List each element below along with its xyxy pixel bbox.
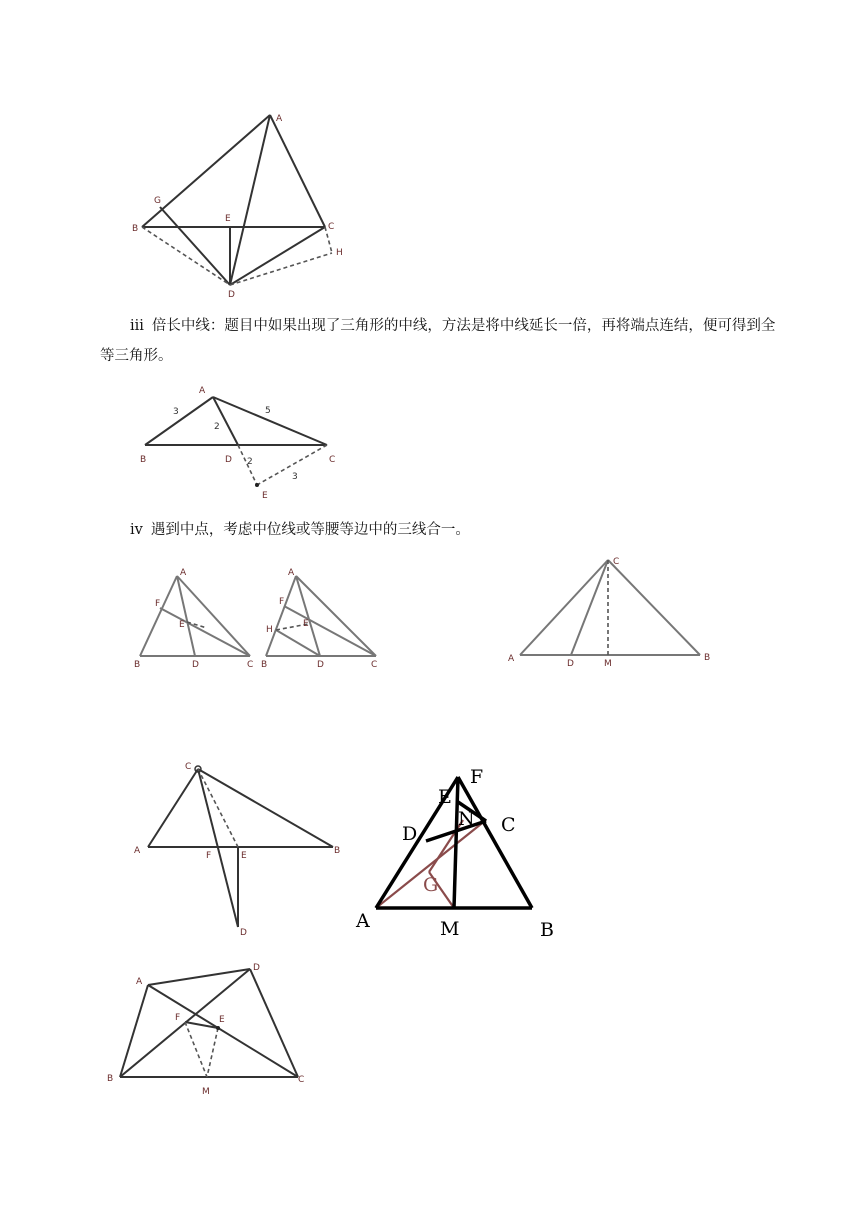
segment-cd bbox=[571, 560, 608, 655]
label-f: F bbox=[155, 599, 161, 609]
segment-ab bbox=[142, 115, 270, 227]
label-a: A bbox=[134, 846, 141, 856]
label-d: D bbox=[240, 928, 247, 938]
segment-fm-dashed bbox=[185, 1022, 207, 1077]
label-a: A bbox=[508, 654, 515, 664]
segment-dc bbox=[250, 969, 298, 1077]
point-e bbox=[216, 1026, 220, 1030]
segment-fc bbox=[284, 606, 376, 656]
label-c: C bbox=[247, 660, 254, 670]
label-m: M bbox=[604, 659, 612, 669]
label-g: G bbox=[154, 196, 161, 206]
figure-5-quadrilateral bbox=[100, 955, 320, 1100]
label-c: C bbox=[371, 660, 378, 670]
label-c: C bbox=[185, 762, 192, 772]
label-b: B bbox=[334, 846, 341, 856]
label-e: E bbox=[438, 786, 452, 808]
label-f: F bbox=[279, 597, 285, 607]
label-e: E bbox=[225, 214, 231, 224]
segment-ac bbox=[148, 985, 298, 1077]
figure-3b-midpoint-triangle bbox=[258, 566, 388, 674]
segment-dh-dashed bbox=[230, 253, 332, 285]
paragraph-iv-numeral: iv bbox=[130, 522, 143, 538]
segment-fc bbox=[160, 608, 250, 656]
label-a: A bbox=[199, 386, 206, 396]
segment-fm bbox=[454, 777, 458, 908]
segment-ac bbox=[270, 115, 325, 227]
label-a: A bbox=[180, 568, 187, 578]
label-b: B bbox=[540, 919, 554, 941]
label-b: B bbox=[107, 1074, 114, 1084]
segment-ad bbox=[177, 576, 195, 656]
length-ce: 3 bbox=[292, 472, 298, 482]
segment-fb bbox=[458, 777, 532, 908]
length-ab: 3 bbox=[173, 407, 179, 417]
segment-ab bbox=[145, 397, 213, 445]
label-m: M bbox=[202, 1087, 210, 1097]
label-a: A bbox=[288, 568, 295, 578]
label-f: F bbox=[206, 851, 212, 861]
label-b: B bbox=[704, 653, 711, 663]
figure-3c-isosceles-triangle bbox=[500, 552, 725, 672]
label-f: F bbox=[470, 766, 484, 788]
paragraph-iii-numeral: iii bbox=[130, 318, 144, 334]
label-e: E bbox=[241, 851, 247, 861]
label-m: M bbox=[440, 918, 460, 940]
paragraph-iii bbox=[100, 311, 780, 371]
segment-em-dashed bbox=[207, 1028, 218, 1077]
label-a: A bbox=[136, 977, 143, 987]
label-c: C bbox=[329, 455, 336, 465]
segment-ac bbox=[213, 397, 327, 445]
figure-2-double-median bbox=[135, 382, 350, 504]
length-ac: 5 bbox=[265, 406, 271, 416]
label-g: G bbox=[423, 874, 439, 896]
label-c: C bbox=[613, 557, 620, 567]
label-a: A bbox=[276, 114, 283, 124]
label-e: E bbox=[219, 1015, 225, 1025]
label-d: D bbox=[567, 659, 574, 669]
length-de: 2 bbox=[247, 457, 253, 467]
label-h: H bbox=[336, 248, 343, 258]
segment-ab bbox=[266, 576, 296, 656]
label-d: D bbox=[317, 660, 324, 670]
segment-cb bbox=[608, 560, 700, 655]
figure-1-quadrilateral bbox=[120, 105, 360, 300]
label-c: C bbox=[501, 814, 516, 836]
segment-gd bbox=[160, 207, 230, 285]
paragraph-iv bbox=[100, 515, 780, 545]
label-e: E bbox=[179, 620, 185, 630]
segment-dc bbox=[230, 227, 325, 285]
label-b: B bbox=[134, 660, 141, 670]
label-b: B bbox=[132, 224, 139, 234]
label-b: B bbox=[261, 660, 268, 670]
label-h: H bbox=[266, 625, 273, 635]
segment-ab bbox=[120, 985, 148, 1077]
label-d: D bbox=[228, 290, 235, 300]
label-c: C bbox=[328, 222, 335, 232]
point-e bbox=[255, 483, 259, 487]
label-d: D bbox=[402, 823, 418, 845]
length-ad: 2 bbox=[214, 422, 220, 432]
segment-ca bbox=[148, 769, 198, 847]
label-n: N bbox=[458, 808, 475, 830]
label-a: A bbox=[356, 910, 370, 932]
segment-ac bbox=[177, 576, 250, 656]
label-f: F bbox=[175, 1013, 181, 1023]
paragraph-iv-text: 遇到中点，考虑中位线或等腰等边中的三线合一。 bbox=[150, 522, 470, 538]
label-d: D bbox=[225, 455, 232, 465]
segment-ab bbox=[140, 576, 177, 656]
label-d: D bbox=[253, 963, 260, 973]
label-b: B bbox=[140, 455, 147, 465]
label-d: D bbox=[192, 660, 199, 670]
label-e: E bbox=[262, 491, 268, 501]
paragraph-iii-text: 倍长中线：题目中如果出现了三角形的中线，方法是将中线延长一倍，再将端点连结，便可得到全等三角形。 bbox=[100, 318, 776, 364]
label-c: C bbox=[298, 1075, 305, 1085]
figure-3a-midpoint-triangle bbox=[132, 566, 262, 674]
figure-4a-triangle bbox=[128, 755, 353, 940]
segment-ad bbox=[230, 115, 270, 285]
figure-4b-bold-triangle bbox=[350, 765, 570, 945]
label-e: E bbox=[303, 619, 309, 629]
segment-ad bbox=[213, 397, 238, 445]
segment-ca bbox=[520, 560, 608, 655]
